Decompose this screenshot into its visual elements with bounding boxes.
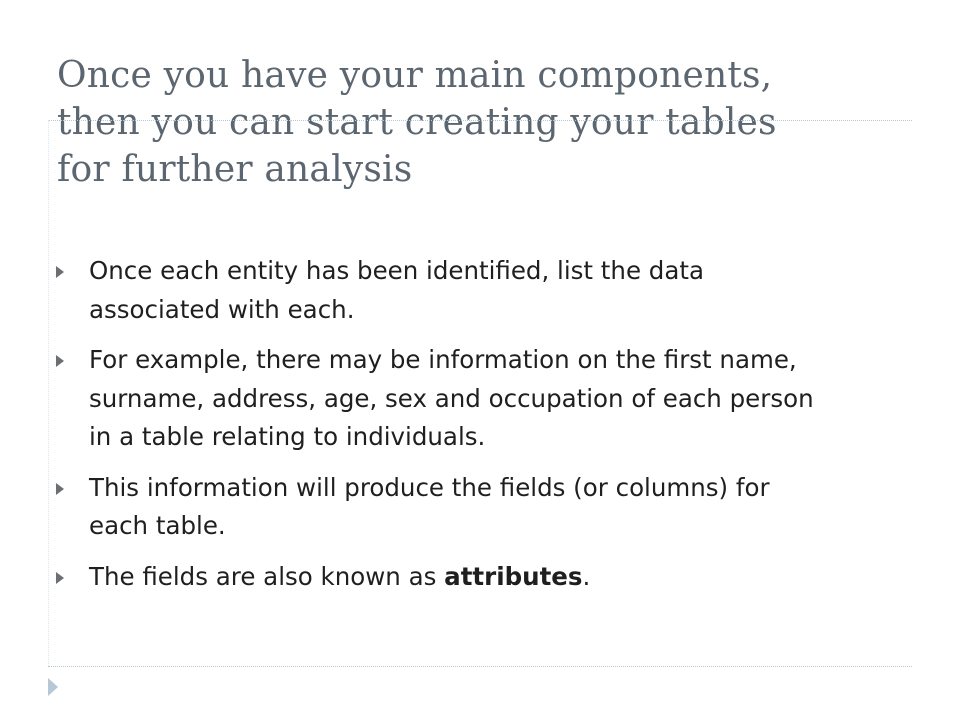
triangle-bullet-icon [56,355,64,367]
triangle-bullet-icon [56,266,64,278]
triangle-bullet-icon [56,483,64,495]
bullet-line: in a table relating to individuals. [89,422,486,451]
slide-title [57,52,927,193]
bullet-line: associated with each. [89,294,355,324]
bullet-line: surname, address, age, sex and occupation of each person [89,383,814,413]
bullet-line: For example, there may be information on the first name, [89,345,797,374]
bullet-prefix: The fields are also known as [89,561,445,591]
bullet-list [56,252,916,608]
bullet-item [56,558,916,597]
bold-term: attributes [444,561,583,591]
bullet-item [56,252,916,329]
triangle-corner-icon [48,678,58,696]
bullet-line: each table. [89,511,226,540]
bullet-text [89,473,770,541]
bullet-suffix: . [582,561,591,591]
bullet-text [89,345,814,451]
bullet-line: This information will produce the fields (or columns) for [89,472,770,502]
left-guide [48,120,49,666]
title-line: then you can start creating your tables [57,102,777,143]
bullet-item [56,341,916,457]
top-divider [48,120,912,121]
title-line: Once you have your main components, [57,55,773,96]
bullet-text [89,256,704,324]
bullet-item [56,469,916,546]
bottom-divider [48,666,912,667]
bullet-text [89,562,590,591]
title-line: for further analysis [57,149,413,190]
bullet-line: Once each entity has been identified, list the data [89,256,704,285]
triangle-bullet-icon [56,572,64,584]
